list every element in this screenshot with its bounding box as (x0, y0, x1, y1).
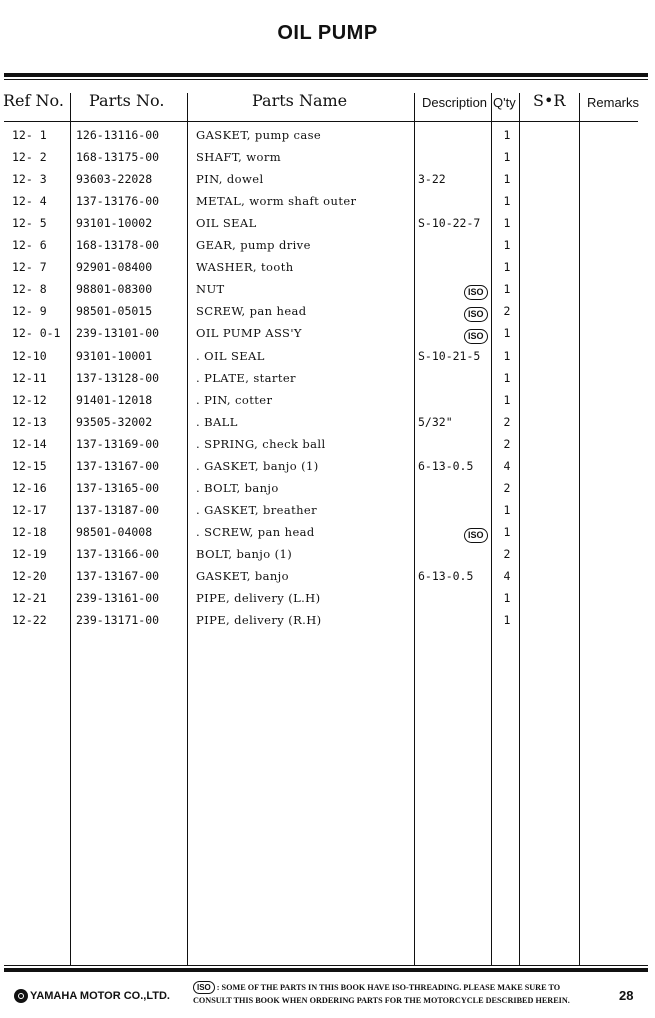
table-row (0, 590, 655, 612)
table-row (0, 392, 655, 414)
iso-icon: ISO (464, 329, 488, 344)
ref-cell: 12-17 (12, 502, 47, 517)
part-name-cell: . PLATE, starter (196, 370, 296, 385)
part-name-cell: . BALL (196, 414, 238, 429)
ref-cell: 12-16 (12, 480, 47, 495)
qty-cell: 1 (503, 194, 511, 209)
iso-note (193, 981, 570, 1007)
ref-cell: 12-13 (12, 414, 47, 429)
ref-cell: 12- 4 (12, 194, 47, 209)
page-number: 28 (619, 988, 634, 1003)
company-logo (14, 989, 170, 1003)
header-qty: Q'ty (493, 95, 516, 110)
ref-cell: 12- 3 (12, 172, 47, 187)
iso-note-line2: CONSULT THIS BOOK WHEN ORDERING PARTS FOR THE MOTORCYCLE DESCRIBED HEREIN. (193, 996, 570, 1005)
part-no-cell: 137-13176-00 (76, 194, 160, 209)
bottom-rule-thin (4, 965, 648, 966)
qty-cell: 1 (503, 282, 511, 297)
part-name-cell: PIPE, delivery (R.H) (196, 613, 322, 628)
table-row (0, 612, 655, 634)
header-part-no: Parts No. (89, 91, 165, 110)
qty-cell: 1 (503, 348, 511, 363)
header-rule (4, 121, 638, 122)
part-name-cell: . GASKET, banjo (1) (196, 458, 319, 473)
ref-cell: 12-21 (12, 591, 47, 606)
ref-cell: 12-14 (12, 436, 47, 451)
iso-marker (464, 324, 488, 344)
ref-cell: 12-10 (12, 348, 47, 363)
qty-cell: 1 (503, 370, 511, 385)
ref-cell: 12-15 (12, 458, 47, 473)
ref-cell: 12- 0-1 (12, 326, 61, 341)
company-name: YAMAHA MOTOR CO.,LTD. (30, 990, 170, 1002)
part-no-cell: 126-13116-00 (76, 128, 160, 142)
part-no-cell: 137-13165-00 (76, 480, 160, 495)
part-no-cell: 137-13128-00 (76, 370, 160, 385)
qty-cell: 2 (503, 414, 511, 429)
table-row (0, 303, 655, 325)
table-row (0, 237, 655, 259)
iso-marker (464, 302, 488, 322)
part-no-cell: 239-13171-00 (76, 613, 160, 628)
header-sr: S•R (533, 91, 566, 110)
part-name-cell: SCREW, pan head (196, 304, 307, 319)
iso-marker (464, 280, 488, 300)
table-row (0, 546, 655, 568)
bottom-rule-thick (4, 968, 648, 972)
part-no-cell: 93505-32002 (76, 414, 153, 429)
iso-note-line1 (193, 981, 570, 994)
description-cell: S-10-22-7 (418, 216, 481, 231)
ref-cell: 12- 6 (12, 238, 47, 253)
table-row (0, 524, 655, 546)
part-name-cell: SHAFT, worm (196, 150, 282, 165)
ref-cell: 12- 2 (12, 150, 47, 165)
header-ref: Ref No. (3, 91, 64, 110)
table-row (0, 215, 655, 237)
ref-cell: 12-11 (12, 370, 47, 385)
part-no-cell: 93603-22028 (76, 172, 153, 187)
table-row (0, 370, 655, 392)
table-row (0, 171, 655, 193)
table-row (0, 568, 655, 590)
part-no-cell: 93101-10001 (76, 348, 153, 363)
qty-cell: 1 (503, 260, 511, 275)
part-name-cell: GASKET, pump case (196, 128, 322, 142)
part-name-cell: NUT (196, 282, 225, 297)
iso-note-text1: : SOME OF THE PARTS IN THIS BOOK HAVE ISO-THREADING. PLEASE MAKE SURE TO (216, 983, 561, 992)
part-no-cell: 168-13175-00 (76, 150, 160, 165)
iso-icon: ISO (193, 981, 215, 994)
table-row (0, 193, 655, 215)
part-name-cell: . OIL SEAL (196, 348, 265, 363)
table-row (0, 480, 655, 502)
table-row (0, 149, 655, 171)
part-name-cell: . GASKET, breather (196, 502, 318, 517)
qty-cell: 2 (503, 304, 511, 319)
part-no-cell: 137-13167-00 (76, 458, 160, 473)
header-part-name: Parts Name (252, 91, 348, 110)
qty-cell: 1 (503, 591, 511, 606)
qty-cell: 4 (503, 569, 511, 583)
part-name-cell: OIL SEAL (196, 216, 257, 231)
ref-cell: 12- 5 (12, 216, 47, 231)
part-name-cell: GEAR, pump drive (196, 238, 311, 253)
ref-cell: 12- 7 (12, 260, 47, 275)
table-row (0, 281, 655, 303)
table-row (0, 436, 655, 458)
top-rule-thin (4, 79, 648, 80)
part-name-cell: OIL PUMP ASS'Y (196, 326, 302, 341)
qty-cell: 2 (503, 436, 511, 451)
ref-cell: 12-12 (12, 392, 47, 407)
table-row (0, 325, 655, 347)
part-no-cell: 137-13166-00 (76, 546, 160, 561)
part-no-cell: 168-13178-00 (76, 238, 160, 253)
description-cell: 3-22 (418, 172, 446, 187)
table-row (0, 259, 655, 281)
qty-cell: 1 (503, 524, 511, 539)
iso-marker (464, 523, 488, 543)
part-name-cell: PIPE, delivery (L.H) (196, 591, 321, 606)
part-no-cell: 93101-10002 (76, 216, 153, 231)
qty-cell: 1 (503, 216, 511, 231)
iso-icon: ISO (464, 528, 488, 543)
qty-cell: 1 (503, 238, 511, 253)
table-row (0, 127, 655, 149)
part-no-cell: 137-13167-00 (76, 569, 160, 583)
part-no-cell: 98801-08300 (76, 282, 153, 297)
part-name-cell: PIN, dowel (196, 172, 264, 187)
part-name-cell: . SPRING, check ball (196, 436, 326, 451)
part-name-cell: . SCREW, pan head (196, 524, 315, 539)
qty-cell: 1 (503, 326, 511, 341)
iso-icon: ISO (464, 285, 488, 300)
table-row (0, 414, 655, 436)
part-no-cell: 239-13161-00 (76, 591, 160, 606)
description-cell: 5/32" (418, 414, 453, 429)
header-description: Description (422, 95, 488, 110)
qty-cell: 1 (503, 502, 511, 517)
table-row (0, 502, 655, 524)
part-name-cell: BOLT, banjo (1) (196, 546, 293, 561)
part-no-cell: 98501-04008 (76, 524, 153, 539)
ref-cell: 12- 1 (12, 128, 47, 142)
part-name-cell: GASKET, banjo (196, 569, 289, 583)
table-row (0, 458, 655, 480)
page-title: OIL PUMP (277, 22, 378, 44)
yamaha-logo-icon (14, 989, 28, 1003)
ref-cell: 12-22 (12, 613, 47, 628)
top-rule-thick (4, 73, 648, 77)
ref-cell: 12-18 (12, 524, 47, 539)
table-row (0, 348, 655, 370)
ref-cell: 12- 8 (12, 282, 47, 297)
qty-cell: 4 (503, 458, 511, 473)
iso-icon: ISO (464, 307, 488, 322)
qty-cell: 1 (503, 613, 511, 628)
qty-cell: 1 (503, 150, 511, 165)
part-name-cell: . PIN, cotter (196, 392, 273, 407)
qty-cell: 1 (503, 392, 511, 407)
part-no-cell: 137-13187-00 (76, 502, 160, 517)
part-no-cell: 239-13101-00 (76, 326, 160, 341)
part-name-cell: WASHER, tooth (196, 260, 294, 275)
qty-cell: 1 (503, 172, 511, 187)
ref-cell: 12-20 (12, 569, 47, 583)
header-remarks: Remarks (587, 95, 640, 110)
qty-cell: 2 (503, 546, 511, 561)
part-no-cell: 91401-12018 (76, 392, 153, 407)
description-cell: S-10-21-5 (418, 348, 481, 363)
description-cell: 6-13-0.5 (418, 458, 474, 473)
ref-cell: 12- 9 (12, 304, 47, 319)
part-no-cell: 92901-08400 (76, 260, 153, 275)
qty-cell: 2 (503, 480, 511, 495)
part-name-cell: METAL, worm shaft outer (196, 194, 357, 209)
part-no-cell: 98501-05015 (76, 304, 153, 319)
part-name-cell: . BOLT, banjo (196, 480, 279, 495)
qty-cell: 1 (503, 128, 511, 142)
part-no-cell: 137-13169-00 (76, 436, 160, 451)
description-cell: 6-13-0.5 (418, 569, 474, 583)
ref-cell: 12-19 (12, 546, 47, 561)
